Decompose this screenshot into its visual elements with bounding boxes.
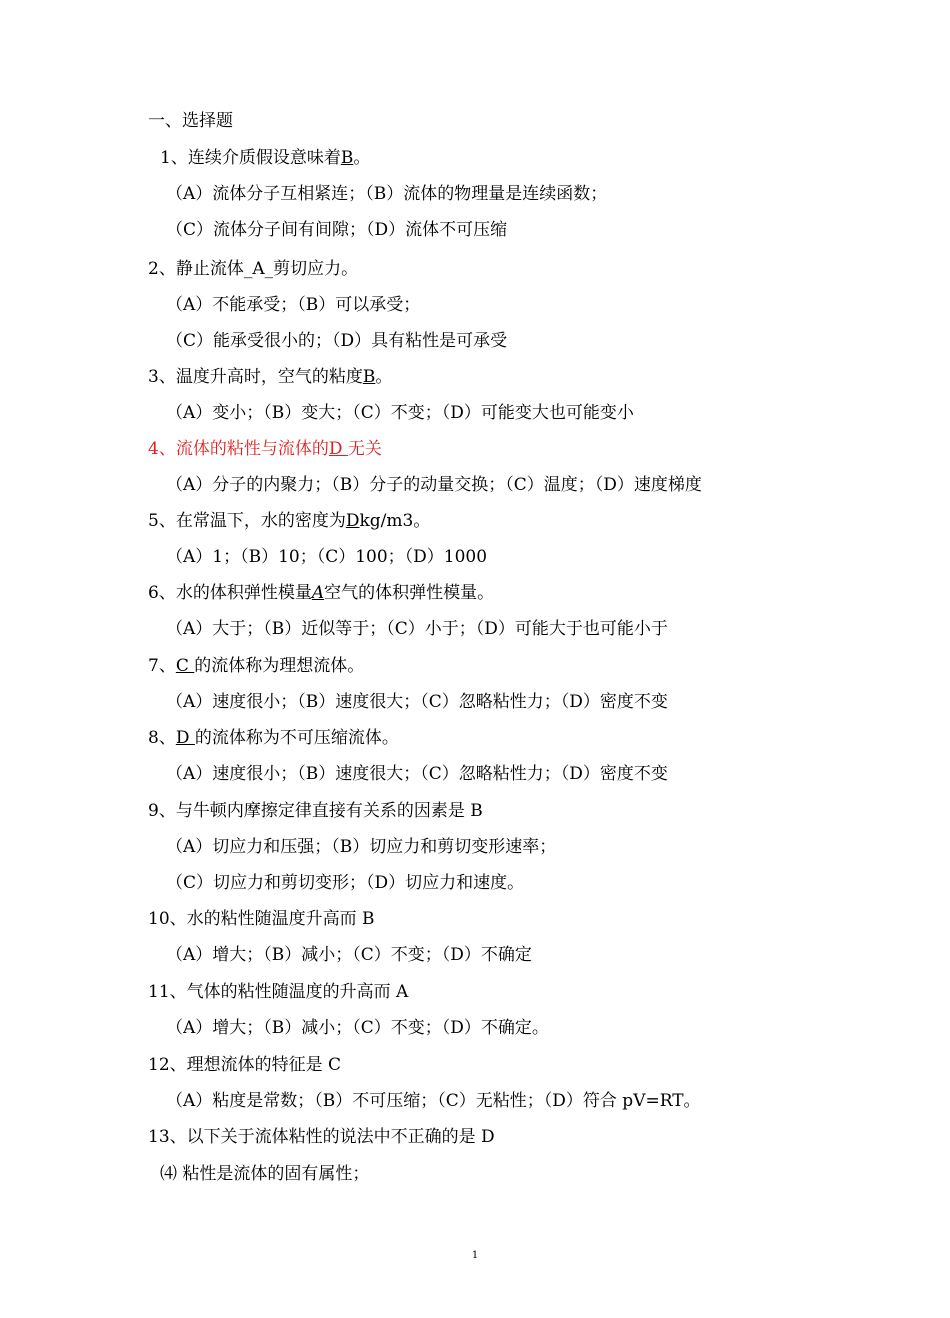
question-8: 8、D 的流体称为不可压缩流体。 xyxy=(148,728,399,748)
question-5: 5、在常温下，水的密度为Dkg/m3。 xyxy=(148,511,431,531)
question-1-options-2: （C）流体分子间有间隙；（D）流体不可压缩 xyxy=(166,220,508,240)
question-10: 10、水的粘性随温度升高而 B xyxy=(148,909,375,929)
question-8-options: （A）速度很小；（B）速度很大；（C）忽略粘性力；（D）密度不变 xyxy=(166,764,668,784)
question-4-options: （A）分子的内聚力；（B）分子的动量交换；（C）温度；（D）速度梯度 xyxy=(166,475,702,495)
question-1-options-1: （A）流体分子互相紧连；（B）流体的物理量是连续函数； xyxy=(166,184,608,204)
question-9-options-1: （A）切应力和压强；（B）切应力和剪切变形速率； xyxy=(166,837,557,857)
answer-7: C xyxy=(175,656,195,676)
question-6: 6、水的体积弹性模量A空气的体积弹性模量。 xyxy=(148,583,495,603)
answer-3: B xyxy=(362,367,376,387)
question-10-options: （A）增大；（B）减小；（C）不变；（D）不确定 xyxy=(166,945,532,965)
question-4: 4、流体的粘性与流体的D 无关 xyxy=(148,439,382,459)
question-6-options: （A）大于；（B）近似等于；（C）小于；（D）可能大于也可能小于 xyxy=(166,619,668,639)
question-12: 12、理想流体的特征是 C xyxy=(148,1055,342,1075)
question-11: 11、气体的粘性随温度的升高而 A xyxy=(148,982,409,1002)
question-1: 1、连续介质假设意味着B。 xyxy=(160,148,371,168)
question-5-options: （A）1；（B）10；（C）100；（D）1000 xyxy=(166,547,488,567)
answer-6: A xyxy=(311,583,325,603)
answer-5: D xyxy=(345,511,360,531)
question-9-options-2: （C）切应力和剪切变形；（D）切应力和速度。 xyxy=(166,873,525,893)
question-3-options: （A）变小；（B）变大；（C）不变；（D）可能变大也可能变小 xyxy=(166,403,634,423)
page-number: 1 xyxy=(471,1250,479,1261)
question-3: 3、温度升高时，空气的粘度B。 xyxy=(148,367,393,387)
answer-4: D xyxy=(328,439,348,459)
question-2-options-1: （A）不能承受；（B）可以承受； xyxy=(166,295,421,315)
question-13-options-1: ⑷ 粘性是流体的固有属性； xyxy=(160,1164,370,1184)
question-7-options: （A）速度很小；（B）速度很大；（C）忽略粘性力；（D）密度不变 xyxy=(166,692,668,712)
question-11-options: （A）增大；（B）减小；（C）不变；（D）不确定。 xyxy=(166,1018,549,1038)
answer-8: D xyxy=(175,728,195,748)
question-2: 2、静止流体_A_剪切应力。 xyxy=(148,259,359,279)
answer-1: B xyxy=(340,148,354,168)
question-13: 13、以下关于流体粘性的说法中不正确的是 D xyxy=(148,1127,495,1147)
question-2-options-2: （C）能承受很小的；（D）具有粘性是可承受 xyxy=(166,331,508,351)
question-9: 9、与牛顿内摩擦定律直接有关系的因素是 B xyxy=(148,801,483,821)
question-12-options: （A）粘度是常数；（B）不可压缩；（C）无粘性；（D）符合 pV=RT。 xyxy=(166,1091,701,1111)
section-title: 一、选择题 xyxy=(148,111,233,131)
question-7: 7、C 的流体称为理想流体。 xyxy=(148,656,365,676)
